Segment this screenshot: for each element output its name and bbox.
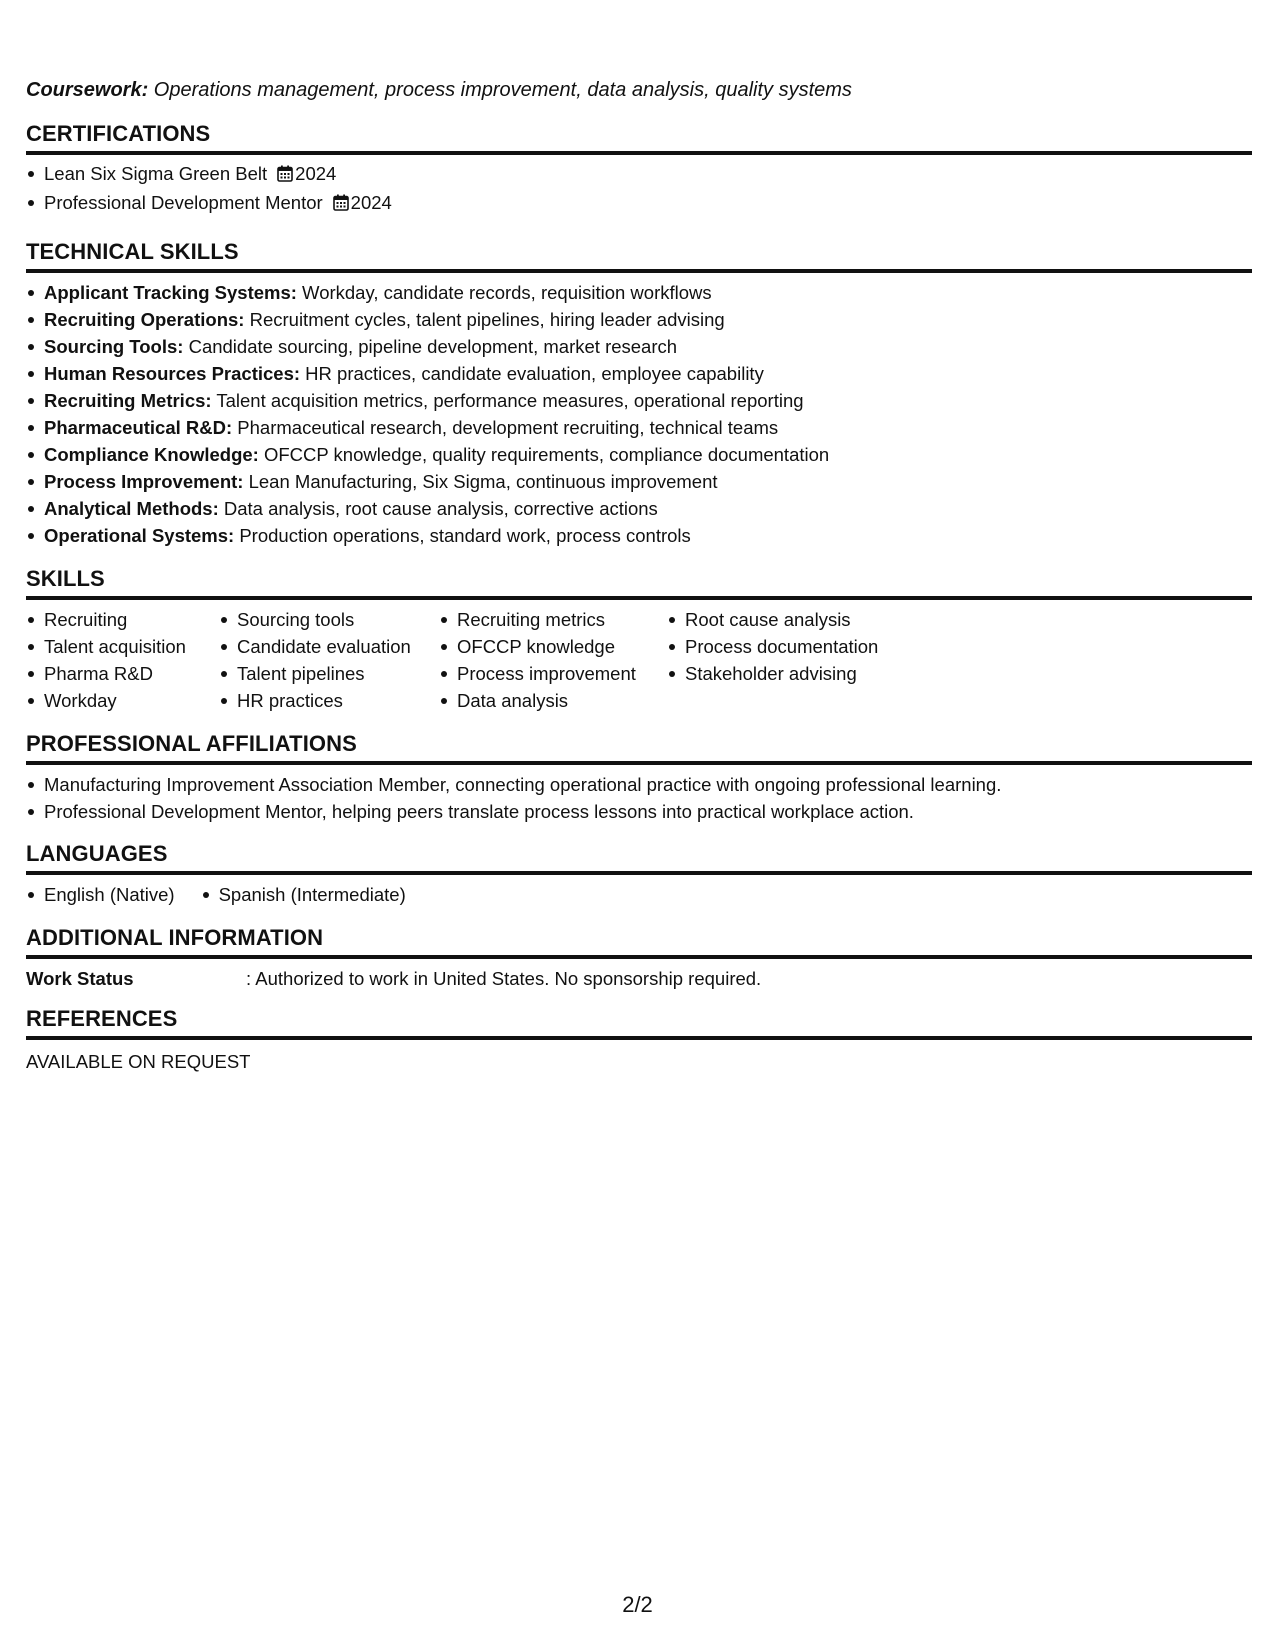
skill-item: Root cause analysis: [667, 606, 907, 633]
skill-item: Pharma R&D: [26, 660, 219, 687]
skill-item: Stakeholder advising: [667, 660, 907, 687]
skill-item: Sourcing tools: [219, 606, 439, 633]
skill-item: Recruiting metrics: [439, 606, 667, 633]
skill-item: Talent pipelines: [219, 660, 439, 687]
certification-name: Professional Development Mentor: [44, 192, 323, 213]
technical-skill-label: Pharmaceutical R&D:: [44, 417, 233, 438]
certification-year: 2024: [350, 192, 392, 213]
section-title-references: REFERENCES: [26, 1006, 178, 1031]
affiliation-item: Manufacturing Improvement Association Member, connecting operational practice with ongoing professional learning.: [26, 771, 1252, 798]
skills-column: [439, 606, 667, 714]
work-status-label: Work Status: [26, 968, 134, 989]
affiliation-item: Professional Development Mentor, helping peers translate process lessons into practical workplace action.: [26, 798, 1252, 825]
resume-page: [26, 0, 1252, 1650]
calendar-icon: [333, 191, 349, 218]
skill-item: Process improvement: [439, 660, 667, 687]
technical-skill-item: [26, 441, 1252, 468]
page-number: 2/2: [622, 1592, 653, 1617]
technical-skill-label: Recruiting Metrics:: [44, 390, 212, 411]
references-section: [26, 1006, 1252, 1075]
technical-skill-text: Lean Manufacturing, Six Sigma, continuous improvement: [243, 471, 718, 492]
technical-skill-text: Recruitment cycles, talent pipelines, hiring leader advising: [244, 309, 725, 330]
languages-list: [26, 881, 1252, 908]
technical-skill-item: [26, 306, 1252, 333]
technical-skill-text: HR practices, candidate evaluation, employee capability: [300, 363, 764, 384]
technical-skill-text: OFCCP knowledge, quality requirements, compliance documentation: [258, 444, 830, 465]
languages-section: [26, 841, 1252, 908]
skill-item: Candidate evaluation: [219, 633, 439, 660]
technical-skill-label: Analytical Methods:: [44, 498, 219, 519]
certification-year: 2024: [295, 163, 337, 184]
work-status-value: : Authorized to work in United States. No sponsorship required.: [246, 968, 762, 989]
technical-skill-text: Production operations, standard work, process controls: [234, 525, 691, 546]
certification-item: [26, 189, 1252, 218]
skills-grid: [26, 606, 1252, 714]
technical-skill-item: [26, 360, 1252, 387]
section-title-additional-info: ADDITIONAL INFORMATION: [26, 925, 324, 950]
technical-skill-text: Candidate sourcing, pipeline development, market research: [183, 336, 678, 357]
technical-skill-text: Workday, candidate records, requisition workflows: [296, 282, 712, 303]
technical-skill-text: Data analysis, root cause analysis, corrective actions: [218, 498, 658, 519]
technical-skill-label: Recruiting Operations:: [44, 309, 245, 330]
technical-skill-text: Pharmaceutical research, development recruiting, technical teams: [232, 417, 779, 438]
technical-skill-text: Talent acquisition metrics, performance measures, operational reporting: [211, 390, 804, 411]
technical-skill-item: [26, 333, 1252, 360]
section-title-skills: SKILLS: [26, 566, 105, 591]
skills-column: [26, 606, 219, 714]
section-divider: [26, 151, 1252, 155]
certification-name: Lean Six Sigma Green Belt: [44, 163, 268, 184]
technical-skill-item: [26, 279, 1252, 306]
coursework-line: [26, 79, 852, 102]
skills-column: [667, 606, 907, 714]
language-item: Spanish (Intermediate): [201, 881, 406, 908]
skill-item: Recruiting: [26, 606, 219, 633]
technical-skill-label: Compliance Knowledge:: [44, 444, 259, 465]
technical-skill-label: Process Improvement:: [44, 471, 244, 492]
technical-skill-item: [26, 522, 1252, 549]
section-divider: [26, 596, 1252, 600]
section-divider: [26, 871, 1252, 875]
affiliations-section: [26, 731, 1252, 825]
section-title-affiliations: PROFESSIONAL AFFILIATIONS: [26, 731, 357, 756]
section-title-certifications: CERTIFICATIONS: [26, 121, 211, 146]
skills-column: [219, 606, 439, 714]
technical-skill-item: [26, 495, 1252, 522]
skill-item: Talent acquisition: [26, 633, 219, 660]
technical-skill-label: Human Resources Practices:: [44, 363, 301, 384]
language-item: English (Native): [26, 881, 175, 908]
additional-info-section: [26, 925, 1252, 992]
technical-skill-label: Applicant Tracking Systems:: [44, 282, 297, 303]
technical-skills-section: [26, 239, 1252, 549]
technical-skill-item: [26, 387, 1252, 414]
section-title-technical-skills: TECHNICAL SKILLS: [26, 239, 239, 264]
references-text: AVAILABLE ON REQUEST: [26, 1051, 251, 1072]
work-status-row: [26, 965, 1252, 992]
technical-skill-item: [26, 468, 1252, 495]
coursework-text: Operations management, process improvement, data analysis, quality systems: [148, 79, 852, 101]
section-divider: [26, 761, 1252, 765]
technical-skill-label: Operational Systems:: [44, 525, 235, 546]
certifications-section: [26, 121, 1252, 218]
technical-skill-label: Sourcing Tools:: [44, 336, 184, 357]
skill-item: HR practices: [219, 687, 439, 714]
skill-item: Workday: [26, 687, 219, 714]
coursework-label: Coursework:: [26, 79, 149, 101]
skill-item: Data analysis: [439, 687, 667, 714]
skills-section: [26, 566, 1252, 714]
certification-item: [26, 160, 1252, 189]
skill-item: OFCCP knowledge: [439, 633, 667, 660]
section-divider: [26, 955, 1252, 959]
section-divider: [26, 1036, 1252, 1040]
section-title-languages: LANGUAGES: [26, 841, 168, 866]
technical-skill-item: [26, 414, 1252, 441]
calendar-icon: [277, 162, 293, 189]
section-divider: [26, 269, 1252, 273]
skill-item: Process documentation: [667, 633, 907, 660]
